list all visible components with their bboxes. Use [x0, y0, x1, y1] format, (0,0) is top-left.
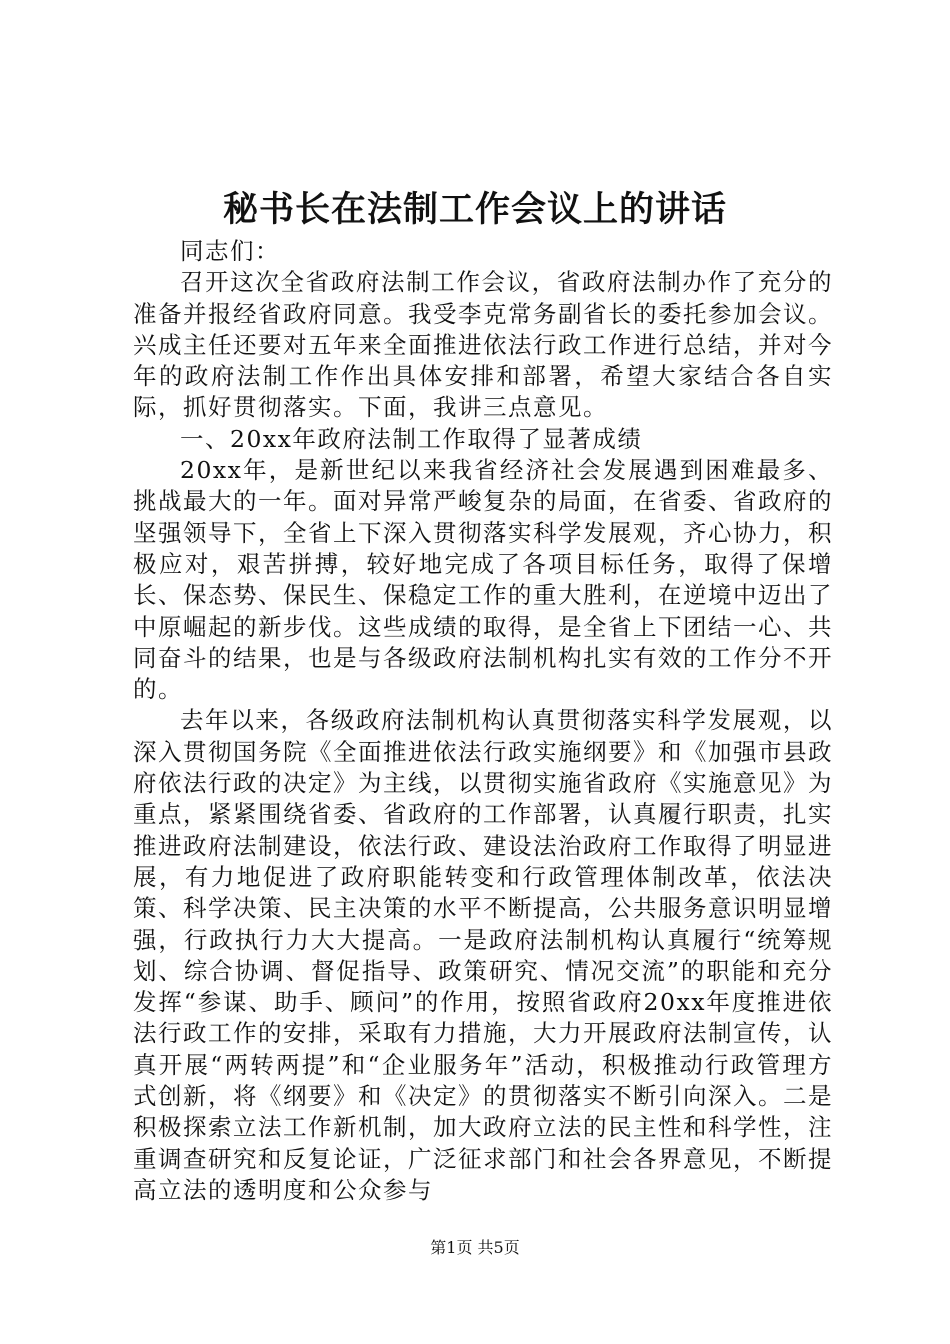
document-body — [133, 236, 833, 1206]
section-heading: 一、20xx年政府法制工作取得了显著成绩 — [180, 424, 643, 453]
paragraph-achievements: 20xx年，是新世纪以来我省经济社会发展遇到困难最多、挑战最大的一年。面对异常严峻复杂的局面，在省委、省政府的坚强领导下，全省上下深入贯彻落实科学发展观，齐心协力，积极应对，艰苦拼搏，较好地完成了各项目标任务，取得了保增长、保态势、保民生、保稳定工作的重大胜利，在逆境中迈出了中原崛起的新步伐。这些成绩的取得，是全省上下团结一心、共同奋斗的结果，也是与各级政府法制机构扎实有效的工作分不开的。 — [133, 456, 833, 704]
page-number: 第1页 共5页 — [430, 1238, 520, 1257]
paragraph-intro: 召开这次全省政府法制工作会议，省政府法制办作了充分的准备并报经省政府同意。我受李克常务副省长的委托参加会议。兴成主任还要对五年来全面推进依法行政工作进行总结，并对今年的政府法制工作作出具体安排和部署，希望大家结合各自实际，抓好贯彻落实。下面，我讲三点意见。 — [133, 268, 833, 422]
document-title: 秘书长在法制工作会议上的讲话 — [222, 189, 727, 230]
salutation: 同志们： — [180, 237, 280, 265]
paragraph-last-year: 去年以来，各级政府法制机构认真贯彻落实科学发展观，以深入贯彻国务院《全面推进依法行政实施纲要》和《加强市县政府依法行政的决定》为主线，以贯彻实施省政府《实施意见》为重点，紧紧围绕省委、省政府的工作部署，认真履行职责，扎实推进政府法制建设，依法行政、建设法治政府工作取得了明显进展，有力地促进了政府职能转变和行政管理体制改革，依法决策、科学决策、民主决策的水平不断提高，公共服务意识明显增强，行政执行力大大提高。一是政府法制机构认真履行“统筹规划、综合协调、督促指导、政策研究、情况交流”的职能和充分发挥“参谋、助手、顾问”的作用，按照省政府20xx年度推进依法行政工作的安排，采取有力措施，大力开展政府法制宣传，认真开展“两转两提”和“企业服务年”活动，积极推动行政管理方式创新，将《纲要》和《决定》的贯彻落实不断引向深入。二是积极探索立法工作新机制，加大政府立法的民主性和科学性，注重调查研究和反复论证，广泛征求部门和社会各界意见，不断提高立法的透明度和公众参与 — [133, 706, 833, 1204]
